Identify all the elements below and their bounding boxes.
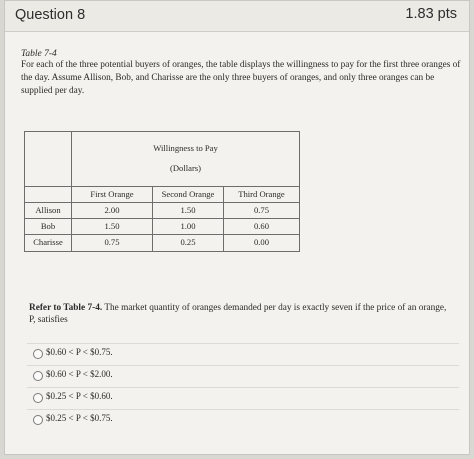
question-title: Question 8 bbox=[15, 7, 86, 23]
table-reference: Refer to Table 7-4. bbox=[29, 303, 103, 313]
table-intro-text: For each of the three potential buyers of oranges, the table displays the willingness to pay for the first three oranges of the day. Assume Allison, Bob, and Charisse are the only three buyers of oranges, and only three oranges can be supplied per day. bbox=[21, 60, 461, 96]
answer-option-1[interactable] bbox=[27, 343, 459, 364]
column-header-first-orange: First Orange bbox=[90, 189, 134, 199]
question-points: 1.83 pts bbox=[405, 6, 457, 22]
radio-button[interactable] bbox=[33, 371, 43, 381]
answer-option-3[interactable] bbox=[27, 387, 459, 408]
table-cell: 2.00 bbox=[104, 205, 120, 215]
answer-option-label[interactable]: $0.60 < P < $0.75. bbox=[46, 347, 113, 357]
question-body: The market quantity of oranges demanded per day is exactly seven if the price of an orange, P, satisfies bbox=[29, 303, 447, 325]
table-divider bbox=[25, 234, 299, 235]
answer-option-label[interactable]: $0.25 < P < $0.60. bbox=[46, 391, 113, 401]
question-card bbox=[4, 0, 470, 455]
table-cell: 1.50 bbox=[180, 205, 196, 215]
radio-button[interactable] bbox=[33, 393, 43, 403]
table-cell: 0.60 bbox=[253, 221, 270, 231]
table-cell: 1.00 bbox=[180, 221, 196, 231]
column-header-third-orange: Third Orange bbox=[238, 189, 285, 199]
question-text bbox=[29, 302, 449, 326]
table-cell: 0.25 bbox=[180, 237, 196, 247]
table-divider bbox=[25, 186, 299, 187]
column-header-second-orange: Second Orange bbox=[161, 189, 215, 199]
table-cell: 0.75 bbox=[104, 237, 120, 247]
table-cell: 1.50 bbox=[104, 221, 120, 231]
answer-option-4[interactable] bbox=[27, 409, 459, 430]
row-label-bob: Bob bbox=[40, 221, 56, 231]
radio-button[interactable] bbox=[33, 415, 43, 425]
table-divider bbox=[25, 218, 299, 219]
row-label-charisse: Charisse bbox=[33, 237, 63, 247]
willingness-to-pay-table bbox=[24, 131, 300, 252]
table-header-units: (Dollars) bbox=[169, 163, 202, 173]
table-label: Table 7-4 bbox=[21, 49, 57, 59]
answer-option-label[interactable]: $0.60 < P < $2.00. bbox=[46, 369, 113, 379]
answer-option-2[interactable] bbox=[27, 365, 459, 386]
row-label-allison: Allison bbox=[35, 205, 61, 215]
answer-option-label[interactable]: $0.25 < P < $0.75. bbox=[46, 413, 113, 423]
table-header-title: Willingness to Pay bbox=[153, 143, 218, 153]
table-cell: 0.00 bbox=[253, 237, 270, 247]
table-cell: 0.75 bbox=[253, 205, 270, 215]
table-divider bbox=[25, 202, 299, 203]
radio-button[interactable] bbox=[33, 349, 43, 359]
question-header bbox=[5, 1, 469, 32]
